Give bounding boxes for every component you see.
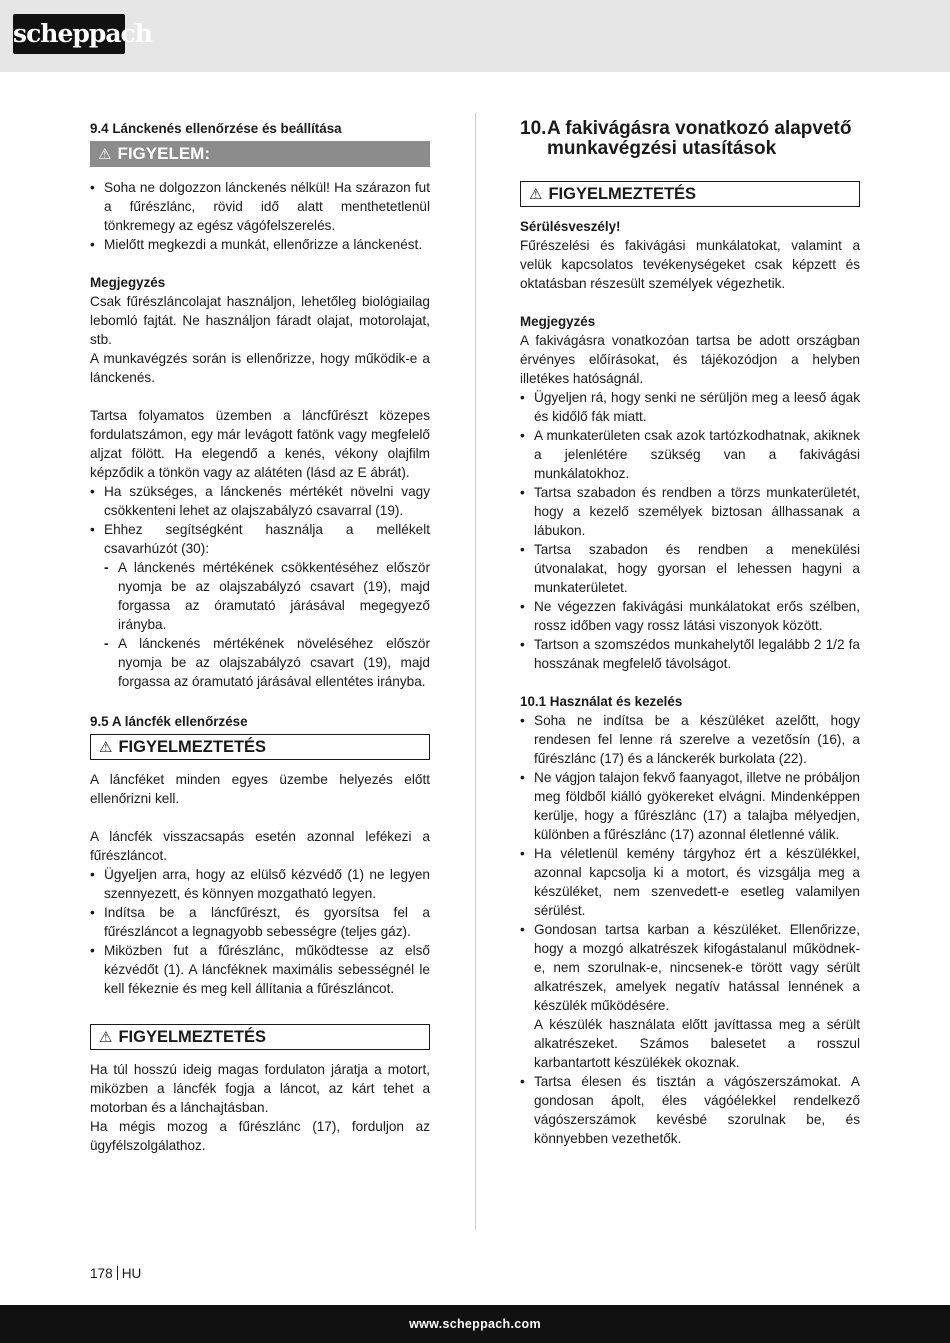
paragraph: Ha mégis mozog a fűrészlánc (17), forduljon az ügyfélszolgálathoz. — [90, 1119, 430, 1153]
warning-box-attention — [90, 141, 430, 167]
dash-item: - A lánckenés mértékének növeléséhez először nyomja be az olajszabályzó csavart (19), majd forgassa az óramutató járásával ellentétes irányba. — [90, 634, 430, 691]
brand-logo: scheppach — [13, 14, 125, 54]
page-number — [90, 1264, 141, 1283]
section-9-4-title: 9.4 Lánckenés ellenőrzése és beállítása — [90, 121, 342, 136]
list-item: • Indítsa be a láncfűrészt, és gyorsítsa fel a fűrészláncot a legnagyobb sebességre (teljes gáz). — [90, 903, 430, 941]
page-number-value: 178 — [90, 1266, 113, 1281]
right-column — [520, 119, 860, 1148]
note-text-2: A munkavégzés során is ellenőrizze, hogy működik-e a lánckenés. — [90, 351, 430, 385]
note-text: A fakivágásra vonatkozóan tartsa be adott országban érvényes előírásokat, és tájékozódjon a helyben illetékes hatóságnál. — [520, 333, 860, 386]
warning-box — [90, 1024, 430, 1050]
bullet-list — [520, 388, 860, 673]
bullet-list — [90, 865, 430, 998]
warning-label: FIGYELMEZTETÉS — [118, 738, 267, 756]
list-item: • Tartsa élesen és tisztán a vágószerszámokat. A gondosan ápolt, éles vágóélekkel rendelkező vágószerszámok kevésbé szorulnak be, és könnyebben vezethetők. — [520, 1072, 860, 1148]
bullet-list — [520, 1072, 860, 1148]
list-item: • Soha ne indítsa be a készüléket azelőtt, hogy rendesen fel lenne rá szerelve a vezetősín (16), a fűrészlánc (17) és a lánckerék burkolata (22). — [520, 711, 860, 768]
warning-label: FIGYELMEZTETÉS — [118, 1028, 267, 1046]
list-item: • Ehhez segítségként használja a mellékelt csavarhúzót (30): — [90, 520, 430, 558]
note-title: Megjegyzés — [90, 275, 166, 290]
paragraph: Ha túl hosszú ideig magas fordulaton járatja a motort, miközben a láncfék fogja a láncot, az kárt tehet a motorban és a lánchajtásban. — [90, 1062, 430, 1115]
note-title: Megjegyzés — [520, 314, 596, 329]
warning-triangle-icon: ⚠ — [98, 146, 112, 163]
left-column — [90, 119, 430, 1155]
bullet-list — [520, 711, 860, 1015]
list-item: • Ha véletlenül kemény tárgyhoz ért a készülékkel, azonnal kapcsolja ki a motort, és vizsgálja meg a készüléket, nem szenvedett-e esetleg valamilyen sérülést. — [520, 844, 860, 920]
list-item: • Tartsa szabadon és rendben a törzs munkaterületét, hogy a kezelő személyek biztosan állhassanak a lábukon. — [520, 483, 860, 540]
bullet-list — [90, 178, 430, 254]
warning-box — [520, 181, 860, 207]
paragraph: Tartsa folyamatos üzemben a láncfűrészt közepes fordulatszámon, egy már levágott fatönk vagy megfelelő aljzat fölött. Ha elegendő a kenés, vékony olajfilm képződik a tönkön vagy az alátéten (lásd az E ábrát). — [90, 408, 430, 480]
list-item: • Tartsa szabadon és rendben a menekülési útvonalakat, hogy gyorsan el lehessen hagyni a munkaterületet. — [520, 540, 860, 597]
list-item: • Tartson a szomszédos munkahelytől legalább 2 1/2 fa hosszának megfelelő távolságot. — [520, 635, 860, 673]
danger-text: Fűrészelési és fakivágási munkálatokat, valamint a velük kapcsolatos tevékenységeket csak képzett és oktatásban részesült személyek végezhetik. — [520, 238, 860, 291]
dash-item: - A lánckenés mértékének csökkentéséhez először nyomja be az olajszabályzó csavart (19), majd forgassa az óramutató járásával megegyező irányba. — [90, 558, 430, 634]
column-divider — [475, 113, 476, 1230]
website-link[interactable]: www.scheppach.com — [409, 1317, 541, 1331]
bullet-list — [90, 482, 430, 691]
paragraph: A láncfék visszacsapás esetén azonnal lefékezi a fűrészláncot. — [90, 829, 430, 863]
warning-label: FIGYELMEZTETÉS — [548, 185, 697, 203]
list-item: • Ne végezzen fakivágási munkálatokat erős szélben, rossz időben vagy rossz látási viszonyok között. — [520, 597, 860, 635]
page-language: HU — [121, 1266, 142, 1281]
page-separator — [117, 1266, 118, 1280]
warning-triangle-icon: ⚠ — [529, 186, 543, 203]
list-item: • Ügyeljen arra, hogy az elülső kézvédő (1) ne legyen szennyezett, és könnyen mozgatható legyen. — [90, 865, 430, 903]
list-item: • Ne vágjon talajon fekvő faanyagot, illetve ne próbáljon meg földből kiálló gyökereket elvágni. Mindenképpen kerülje, hogy a fűrészlánc (17) a talajba mélyedjen, különben a fűrészlánc (17) azonnal életlenné válik. — [520, 768, 860, 844]
list-item: • Ha szükséges, a lánckenés mértékét növelni vagy csökkenteni lehet az olajszabályzó csavarral (19). — [90, 482, 430, 520]
header-bar — [0, 0, 950, 72]
paragraph: A láncféket minden egyes üzembe helyezés előtt ellenőrizni kell. — [90, 772, 430, 806]
section-number: 10. — [520, 118, 547, 139]
list-item: • Mielőtt megkezdi a munkát, ellenőrizze a lánckenést. — [90, 235, 430, 254]
list-item: • Ügyeljen rá, hogy senki ne sérüljön meg a leeső ágak és kidőlő fák miatt. — [520, 388, 860, 426]
section-10-1-title: 10.1 Használat és kezelés — [520, 694, 683, 709]
list-item: • A munkaterületen csak azok tartózkodhatnak, akiknek a jelenlétére szükség van a fakivágási munkálatokhoz. — [520, 426, 860, 483]
warning-box — [90, 734, 430, 760]
list-item: • Gondosan tartsa karban a készüléket. Ellenőrizze, hogy a mozgó alkatrészek kifogástalanul működnek-e, nem szorulnak-e, nincsenek-e törött vagy sérült alkatrészek, amelyek negatív hatással lennének a készülék működésére. — [520, 920, 860, 1015]
list-item: • Soha ne dolgozzon lánckenés nélkül! Ha szárazon fut a fűrészlánc, rövid idő alatt menthetetlenül tönkremegy az egész vágófelszerelés. — [90, 178, 430, 235]
footer-bar — [0, 1305, 950, 1343]
section-9-5-title: 9.5 A láncfék ellenőrzése — [90, 714, 248, 729]
list-item-continuation: A készülék használata előtt javíttassa meg a sérült alkatrészeket. Számos balesetet a rosszul karbantartott készülékek okoznak. — [534, 1017, 860, 1070]
danger-title: Sérülésveszély! — [520, 219, 621, 234]
note-text: Csak fűrészláncolajat használjon, lehetőleg biológiailag lebomló fajtát. Ne használjon fáradt olajat, motorolajat, stb. — [90, 294, 430, 347]
warning-triangle-icon: ⚠ — [99, 1029, 113, 1046]
list-item: • Miközben fut a fűrészlánc, működtesse az első kézvédőt (1). A láncféknek maximális sebességnél le kell fékeznie és meg kell állítania a fűrészláncot. — [90, 941, 430, 998]
section-title: A fakivágásra vonatkozó alapvető munkavégzési utasítások — [547, 118, 852, 159]
warning-label: FIGYELEM: — [117, 144, 211, 163]
section-10-heading — [520, 119, 860, 159]
warning-triangle-icon: ⚠ — [99, 739, 113, 756]
